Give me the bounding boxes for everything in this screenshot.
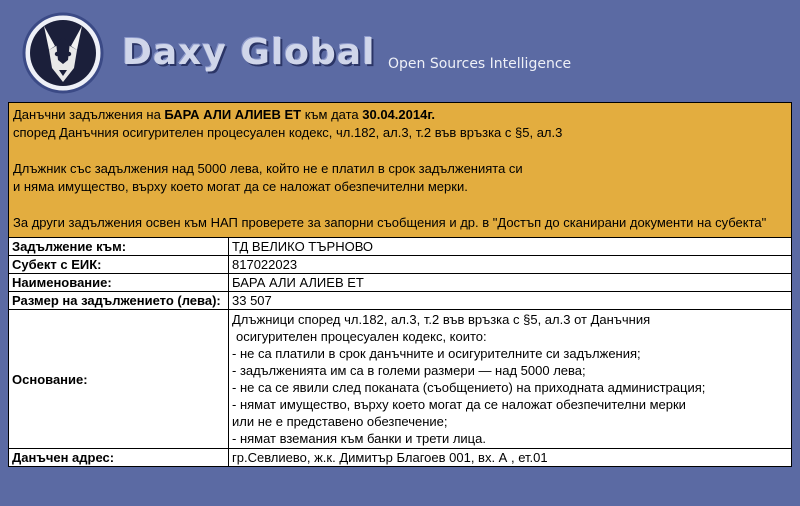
notice-row [9,103,792,238]
table-row [9,256,792,274]
notice-line-4: и няма имущество, върху което могат да се наложат обезпечителни мерки. [13,179,468,194]
debt-to-label: Задължение към: [9,238,229,256]
notice-subject-name: БАРА АЛИ АЛИЕВ ЕТ [164,107,302,122]
basis-value [229,310,792,449]
notice-box [9,103,792,238]
basis-line: - нямат вземания към банки и трети лица. [232,431,486,446]
notice-line-2: според Данъчния осигурителен процесуален кодекс, чл.182, ал.3, т.2 във връзка с §5, ал.3 [13,125,563,140]
basis-line: - не са платили в срок данъчните и осигурителните си задължения; [232,346,641,361]
basis-line: осигурителен процесуален кодекс, които: [236,329,487,344]
brand-name[interactable]: Daxy Global [122,32,376,73]
debt-record [8,102,792,467]
amount-value: 33 507 [229,292,792,310]
address-value: гр.Севлиево, ж.к. Димитър Благоев 001, вх. А , ет.01 [229,449,792,467]
table-row [9,274,792,292]
notice-mid: към дата [301,107,363,122]
notice-gap [13,196,787,214]
basis-line: - нямат имущество, върху което могат да се наложат обезпечителни мерки [232,397,686,412]
table-row [9,310,792,449]
notice-line-1 [13,106,787,124]
table-row [9,292,792,310]
basis-line: - задълженията им са в големи размери — над 5000 лева; [232,363,586,378]
table-row [9,238,792,256]
debt-table [8,102,792,467]
brand-tagline: Open Sources Intelligence [388,56,572,72]
table-row [9,449,792,467]
dog-head-logo-icon[interactable] [22,12,104,94]
notice-line-5: За други задължения освен към НАП проверете за запорни съобщения и др. в "Достъп до сканирани документи на субекта" [13,215,767,230]
basis-line: или не е представено обезпечение; [232,414,448,429]
debt-to-value: ТД ВЕЛИКО ТЪРНОВО [229,238,792,256]
name-value: БАРА АЛИ АЛИЕВ ЕТ [229,274,792,292]
amount-label: Размер на задължението (лева): [9,292,229,310]
eik-label: Субект с ЕИК: [9,256,229,274]
eik-value: 817022023 [229,256,792,274]
notice-line-3: Длъжник със задължения над 5000 лева, който не е платил в срок задълженията си [13,161,523,176]
basis-label: Основание: [9,310,229,449]
name-label: Наименование: [9,274,229,292]
notice-gap [13,142,787,160]
basis-line: Длъжници според чл.182, ал.3, т.2 във връзка с §5, ал.3 от Данъчния [232,312,651,327]
notice-date: 30.04.2014г. [362,107,436,122]
notice-prefix: Данъчни задължения на [13,107,165,122]
basis-line: - не са се явили след поканата (съобщението) на приходната администрация; [232,380,706,395]
address-label: Данъчен адрес: [9,449,229,467]
site-header [0,0,800,100]
